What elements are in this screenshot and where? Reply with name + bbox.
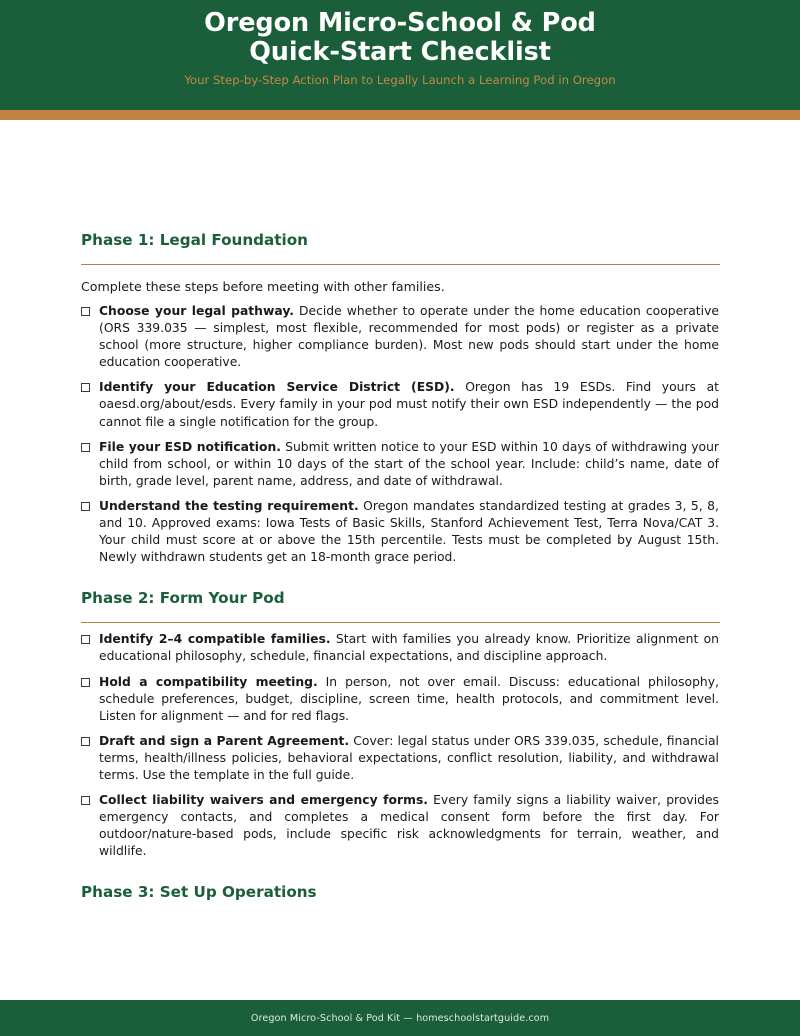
checklist-item[interactable] xyxy=(81,792,719,860)
checklist-item-lead: Understand the testing requirement. xyxy=(99,498,359,513)
phase-intro-text: Complete these steps before meeting with other families. xyxy=(81,279,445,294)
checklist-item[interactable] xyxy=(81,498,719,566)
phase-divider xyxy=(81,264,720,265)
phase-heading: Phase 1: Legal Foundation xyxy=(81,231,308,249)
checkbox-icon[interactable] xyxy=(81,443,90,452)
checklist xyxy=(81,303,719,566)
phase-block xyxy=(81,230,719,566)
checklist-item-body: Start with families you already know. Prioritize alignment on educational philosophy, schedule, financial expectations, and discipline approach. xyxy=(99,632,719,664)
checklist-item[interactable] xyxy=(81,439,719,490)
checklist-item-body: In person, not over email. Discuss: educational philosophy, schedule preferences, budget, discipline, screen time, health protocols, and commitment level. Listen for alignment — and for red flags. xyxy=(99,674,719,723)
phase-list xyxy=(81,230,719,902)
page-title-line-1: Oregon Micro-School & Pod xyxy=(204,8,596,38)
checklist-item[interactable] xyxy=(81,733,719,784)
checkbox-icon[interactable] xyxy=(81,678,90,687)
checkbox-icon[interactable] xyxy=(81,502,90,511)
checklist-item[interactable] xyxy=(81,379,719,430)
checklist-item-lead: Collect liability waivers and emergency forms. xyxy=(99,793,428,808)
checkbox-icon[interactable] xyxy=(81,307,90,316)
checkbox-icon[interactable] xyxy=(81,635,90,644)
checklist-item-body: Decide whether to operate under the home education cooperative (ORS 339.035 — simplest, most flexible, recommended for most pods) or register as a private school (more structure, higher compliance burden). Most new pods should start under the home education cooperative. xyxy=(99,304,719,370)
checklist-item-lead: Hold a compatibility meeting. xyxy=(99,674,318,689)
page-subtitle: Your Step-by-Step Action Plan to Legally Launch a Learning Pod in Oregon xyxy=(184,73,616,87)
checklist-item-lead: Choose your legal pathway. xyxy=(99,304,294,318)
page-title xyxy=(0,9,800,67)
checklist-item-text xyxy=(99,674,719,725)
phase-heading: Phase 2: Form Your Pod xyxy=(81,589,285,608)
checklist xyxy=(81,631,719,860)
checklist-item-text xyxy=(99,498,719,566)
checklist-item-body: Oregon mandates standardized testing at grades 3, 5, 8, and 10. Approved exams: Iowa Tests of Basic Skills, Stanford Achievement Test, Terra Nova/CAT 3. Your child must score at or above the 15th percentile. Tests must be completed by August 15th. Newly withdrawn students get an 18-month grace period. xyxy=(99,498,719,565)
document-body xyxy=(0,120,800,902)
document-footer xyxy=(0,1000,800,1036)
footer-text: Oregon Micro-School & Pod Kit — homeschoolstartguide.com xyxy=(250,1012,550,1024)
phase-heading: Phase 3: Set Up Operations xyxy=(81,883,317,902)
page-title-line-2: Quick-Start Checklist xyxy=(249,37,551,67)
checkbox-icon[interactable] xyxy=(81,737,90,746)
checklist-item-body: Oregon has 19 ESDs. Find yours at oaesd.org/about/esds. Every family in your pod must notify their own ESD independently — the pod cannot file a single notification for the group. xyxy=(99,380,719,429)
checkbox-icon[interactable] xyxy=(81,796,90,805)
checklist-item[interactable] xyxy=(81,674,719,725)
header-accent-bar xyxy=(0,110,800,120)
phase-block xyxy=(81,588,719,860)
checklist-item-text xyxy=(99,379,719,430)
checklist-item-body: Every family signs a liability waiver, provides emergency contacts, and completes a medical consent form before the first day. For outdoor/nature-based pods, include specific risk acknowledgments for terrain, weather, and wildlife. xyxy=(99,793,719,859)
checklist-item[interactable] xyxy=(81,303,719,371)
checklist-item-text xyxy=(99,792,719,860)
checklist-item-body: Submit written notice to your ESD within 10 days of withdrawing your child from school, or within 10 days of the start of the school year. Include: child’s name, date of birth, grade level, parent name, address, and date of withdrawal. xyxy=(99,439,719,488)
checkbox-icon[interactable] xyxy=(81,383,90,392)
checklist-item-text xyxy=(99,439,719,490)
checklist-item-text xyxy=(99,631,719,665)
checklist-item-text xyxy=(99,303,719,371)
document-header xyxy=(0,0,800,110)
phase-divider xyxy=(81,622,720,623)
checklist-item-lead: Identify 2–4 compatible families. xyxy=(99,632,331,647)
checklist-item-lead: Draft and sign a Parent Agreement. xyxy=(99,733,350,748)
checklist-item-lead: File your ESD notification. xyxy=(99,439,281,454)
checklist-item[interactable] xyxy=(81,631,719,665)
phase-block xyxy=(81,882,719,902)
checklist-item-text xyxy=(99,733,719,784)
checklist-item-lead: Identify your Education Service District (ESD). xyxy=(99,380,455,395)
checklist-item-body: Cover: legal status under ORS 339.035, schedule, financial terms, health/illness policies, behavioral expectations, conflict resolution, liability, and withdrawal terms. Use the template in the full guide. xyxy=(99,733,719,782)
